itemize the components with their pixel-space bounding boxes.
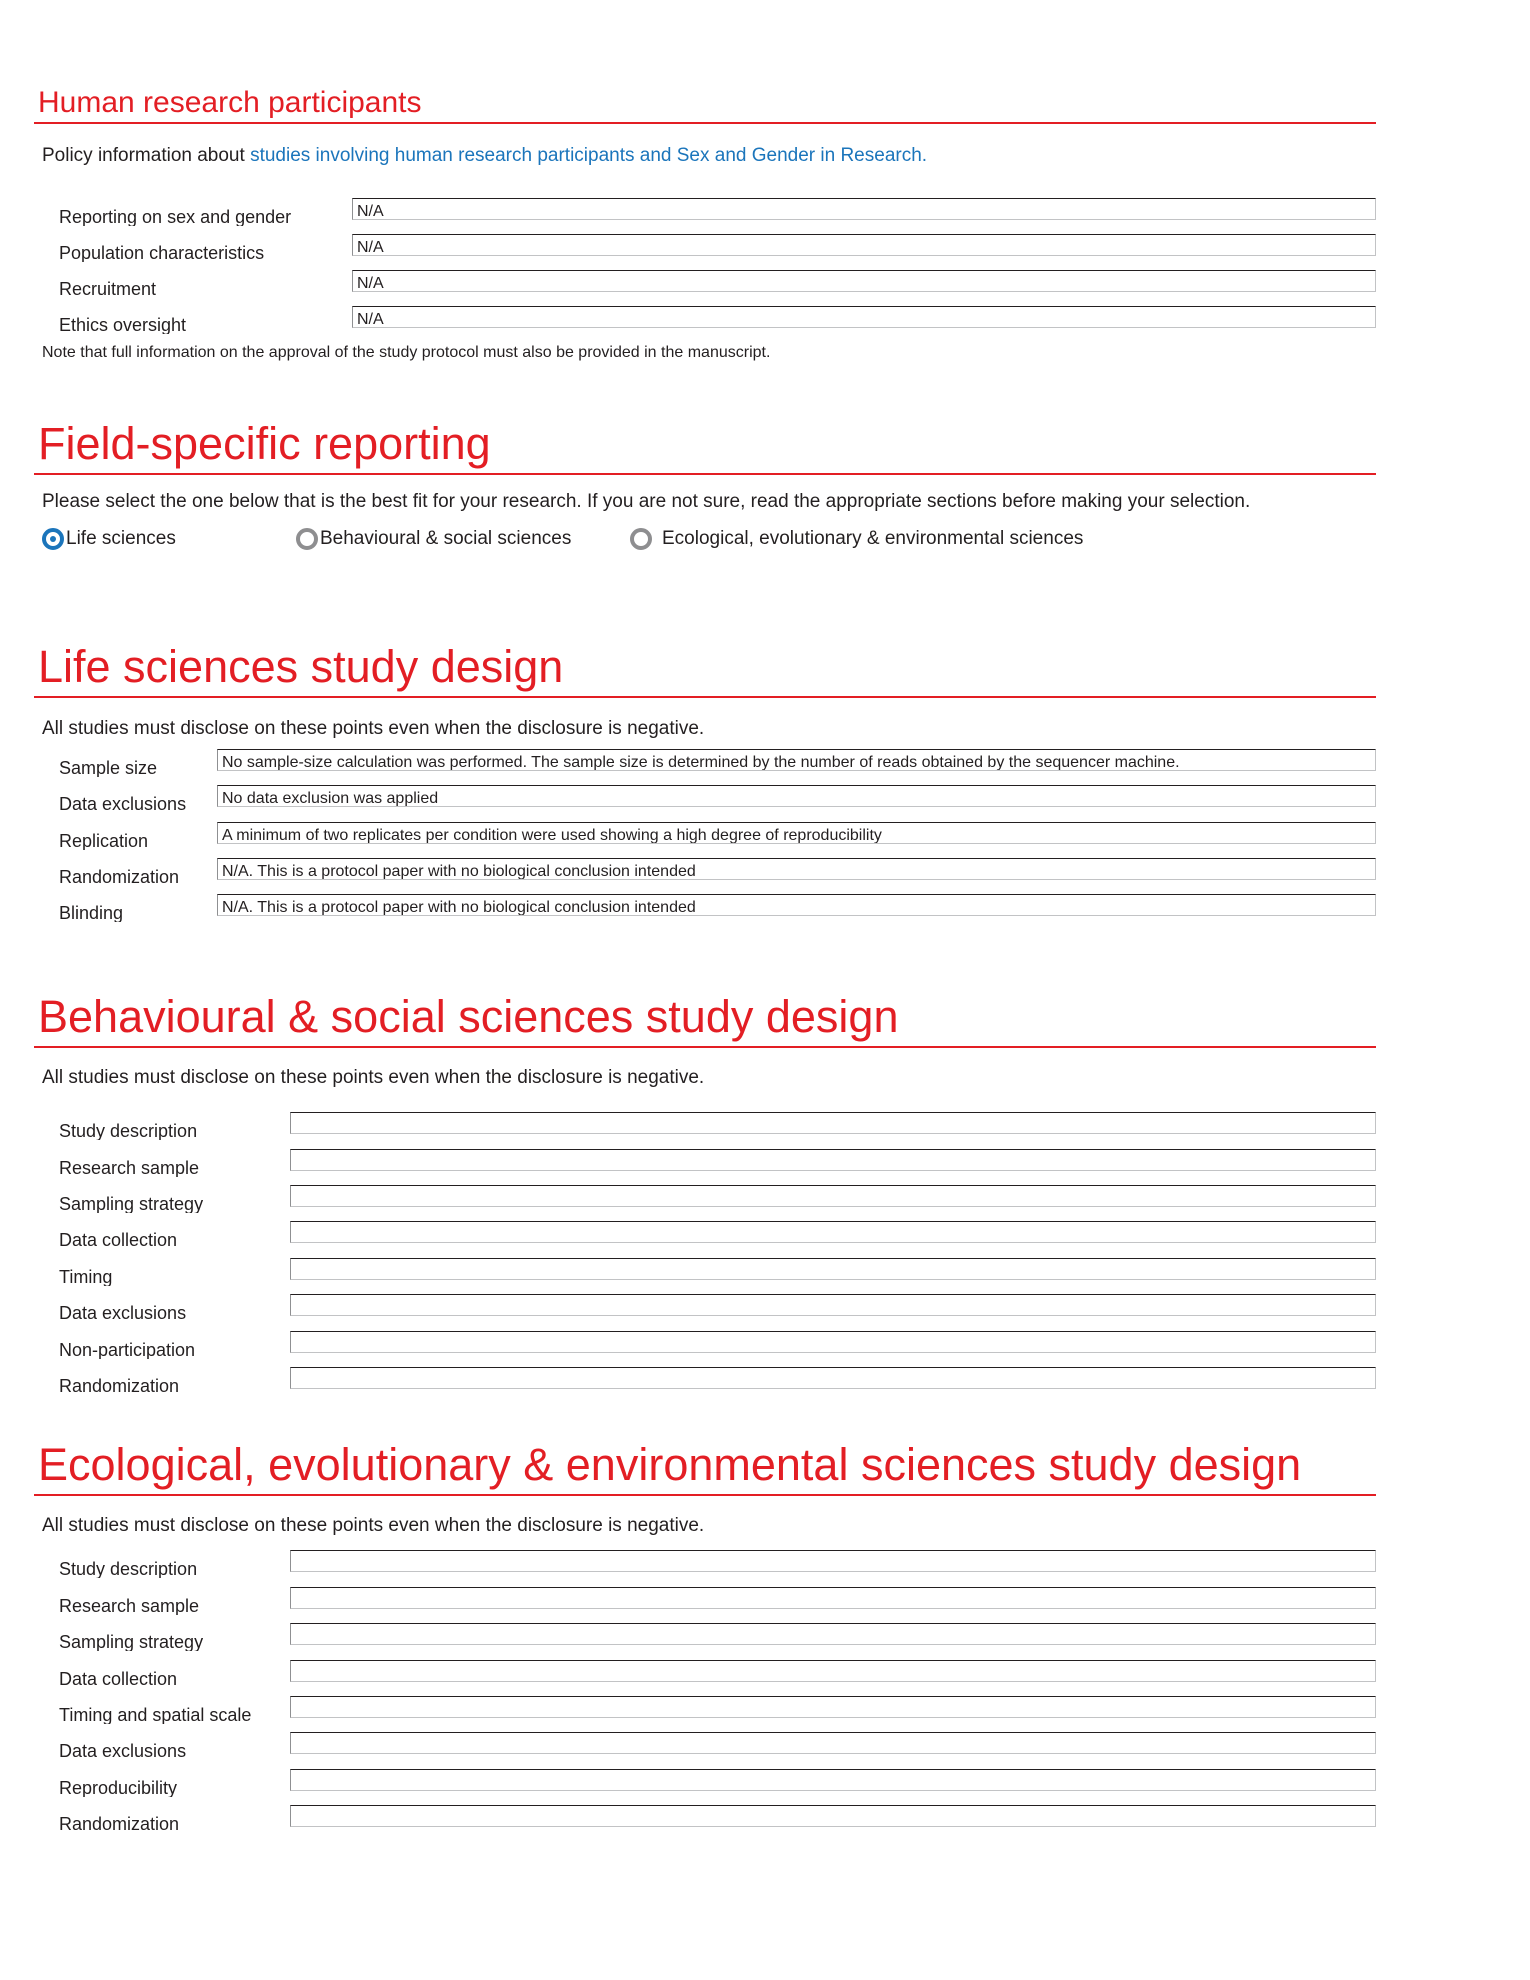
- row-label: Recruitment: [59, 279, 157, 298]
- row-label: Randomization: [59, 1376, 180, 1395]
- policy-link[interactable]: studies involving human research participants and Sex and Gender in Research.: [250, 145, 928, 166]
- row-field[interactable]: [290, 1660, 1376, 1682]
- section-rule: [34, 122, 1376, 124]
- life-section-title: Life sciences study design: [38, 641, 564, 692]
- section-rule: [34, 473, 1376, 475]
- row-field[interactable]: N/A: [352, 306, 1376, 328]
- row-field[interactable]: No sample-size calculation was performed. The sample size is determined by the number of reads obtained by the sequencer machine.: [217, 749, 1376, 771]
- field-section-title: Field-specific reporting: [38, 418, 491, 469]
- radio-label: Ecological, evolutionary & environmental sciences: [662, 528, 1084, 549]
- life-intro: All studies must disclose on these points even when the disclosure is negative.: [42, 718, 705, 739]
- radio-unselected-icon[interactable]: [296, 528, 318, 550]
- row-field[interactable]: [290, 1112, 1376, 1134]
- row-field[interactable]: [290, 1769, 1376, 1791]
- row-field[interactable]: N/A. This is a protocol paper with no biological conclusion intended: [217, 894, 1376, 916]
- row-field[interactable]: A minimum of two replicates per condition were used showing a high degree of reproducibility: [217, 822, 1376, 844]
- row-label: Data exclusions: [59, 794, 187, 813]
- row-label: Study description: [59, 1121, 198, 1140]
- radio-label: Life sciences: [66, 528, 176, 549]
- radio-label: Behavioural & social sciences: [320, 528, 572, 549]
- row-label: Randomization: [59, 1814, 180, 1833]
- radio-ecological-sciences[interactable]: [630, 528, 1083, 550]
- behav-intro: All studies must disclose on these points even when the disclosure is negative.: [42, 1067, 705, 1088]
- row-field[interactable]: [290, 1550, 1376, 1572]
- row-field[interactable]: [290, 1294, 1376, 1316]
- human-section-title: Human research participants: [38, 86, 422, 119]
- row-label: Non-participation: [59, 1340, 196, 1359]
- row-label: Replication: [59, 831, 149, 850]
- section-rule: [34, 1046, 1376, 1048]
- field-instruction: Please select the one below that is the best fit for your research. If you are not sure, read the appropriate sections before making your selection.: [42, 491, 1251, 512]
- radio-behavioural-sciences[interactable]: [296, 528, 571, 550]
- radio-unselected-icon[interactable]: [630, 528, 652, 550]
- row-label: Randomization: [59, 867, 180, 886]
- row-field[interactable]: [290, 1149, 1376, 1171]
- row-label: Data collection: [59, 1230, 178, 1249]
- row-field[interactable]: N/A: [352, 234, 1376, 256]
- row-field[interactable]: N/A. This is a protocol paper with no biological conclusion intended: [217, 858, 1376, 880]
- row-label: Timing: [59, 1267, 113, 1286]
- policy-text: [42, 145, 927, 167]
- row-label: Data exclusions: [59, 1303, 187, 1322]
- row-label: Reporting on sex and gender: [59, 207, 292, 226]
- row-field[interactable]: [290, 1587, 1376, 1609]
- row-field[interactable]: [290, 1367, 1376, 1389]
- row-label: Research sample: [59, 1158, 200, 1177]
- row-label: Data exclusions: [59, 1741, 187, 1760]
- row-label: Sampling strategy: [59, 1632, 204, 1651]
- section-rule: [34, 1494, 1376, 1496]
- row-field[interactable]: [290, 1185, 1376, 1207]
- section-rule: [34, 696, 1376, 698]
- row-label: Sample size: [59, 758, 158, 777]
- policy-prefix: Policy information about: [42, 145, 251, 166]
- row-field[interactable]: [290, 1623, 1376, 1645]
- row-field[interactable]: [290, 1331, 1376, 1353]
- row-label: Reproducibility: [59, 1778, 178, 1797]
- eco-section-title: Ecological, evolutionary & environmental sciences study design: [38, 1439, 1302, 1490]
- behav-section-title: Behavioural & social sciences study design: [38, 991, 899, 1042]
- row-label: Research sample: [59, 1596, 200, 1615]
- approval-note: Note that full information on the approval of the study protocol must also be provided in the manuscript.: [42, 344, 771, 361]
- row-label: Study description: [59, 1559, 198, 1578]
- row-field[interactable]: N/A: [352, 198, 1376, 220]
- row-label: Blinding: [59, 903, 124, 922]
- row-label: Timing and spatial scale: [59, 1705, 252, 1724]
- row-field[interactable]: N/A: [352, 270, 1376, 292]
- row-label: Data collection: [59, 1669, 178, 1688]
- row-field[interactable]: [290, 1258, 1376, 1280]
- radio-selected-icon[interactable]: [42, 528, 64, 550]
- eco-intro: All studies must disclose on these points even when the disclosure is negative.: [42, 1515, 705, 1536]
- row-field[interactable]: [290, 1221, 1376, 1243]
- row-label: Ethics oversight: [59, 315, 187, 334]
- row-field[interactable]: [290, 1696, 1376, 1718]
- row-field[interactable]: [290, 1805, 1376, 1827]
- row-field[interactable]: No data exclusion was applied: [217, 785, 1376, 807]
- row-label: Population characteristics: [59, 243, 265, 262]
- radio-life-sciences[interactable]: [42, 528, 176, 550]
- row-field[interactable]: [290, 1732, 1376, 1754]
- row-label: Sampling strategy: [59, 1194, 204, 1213]
